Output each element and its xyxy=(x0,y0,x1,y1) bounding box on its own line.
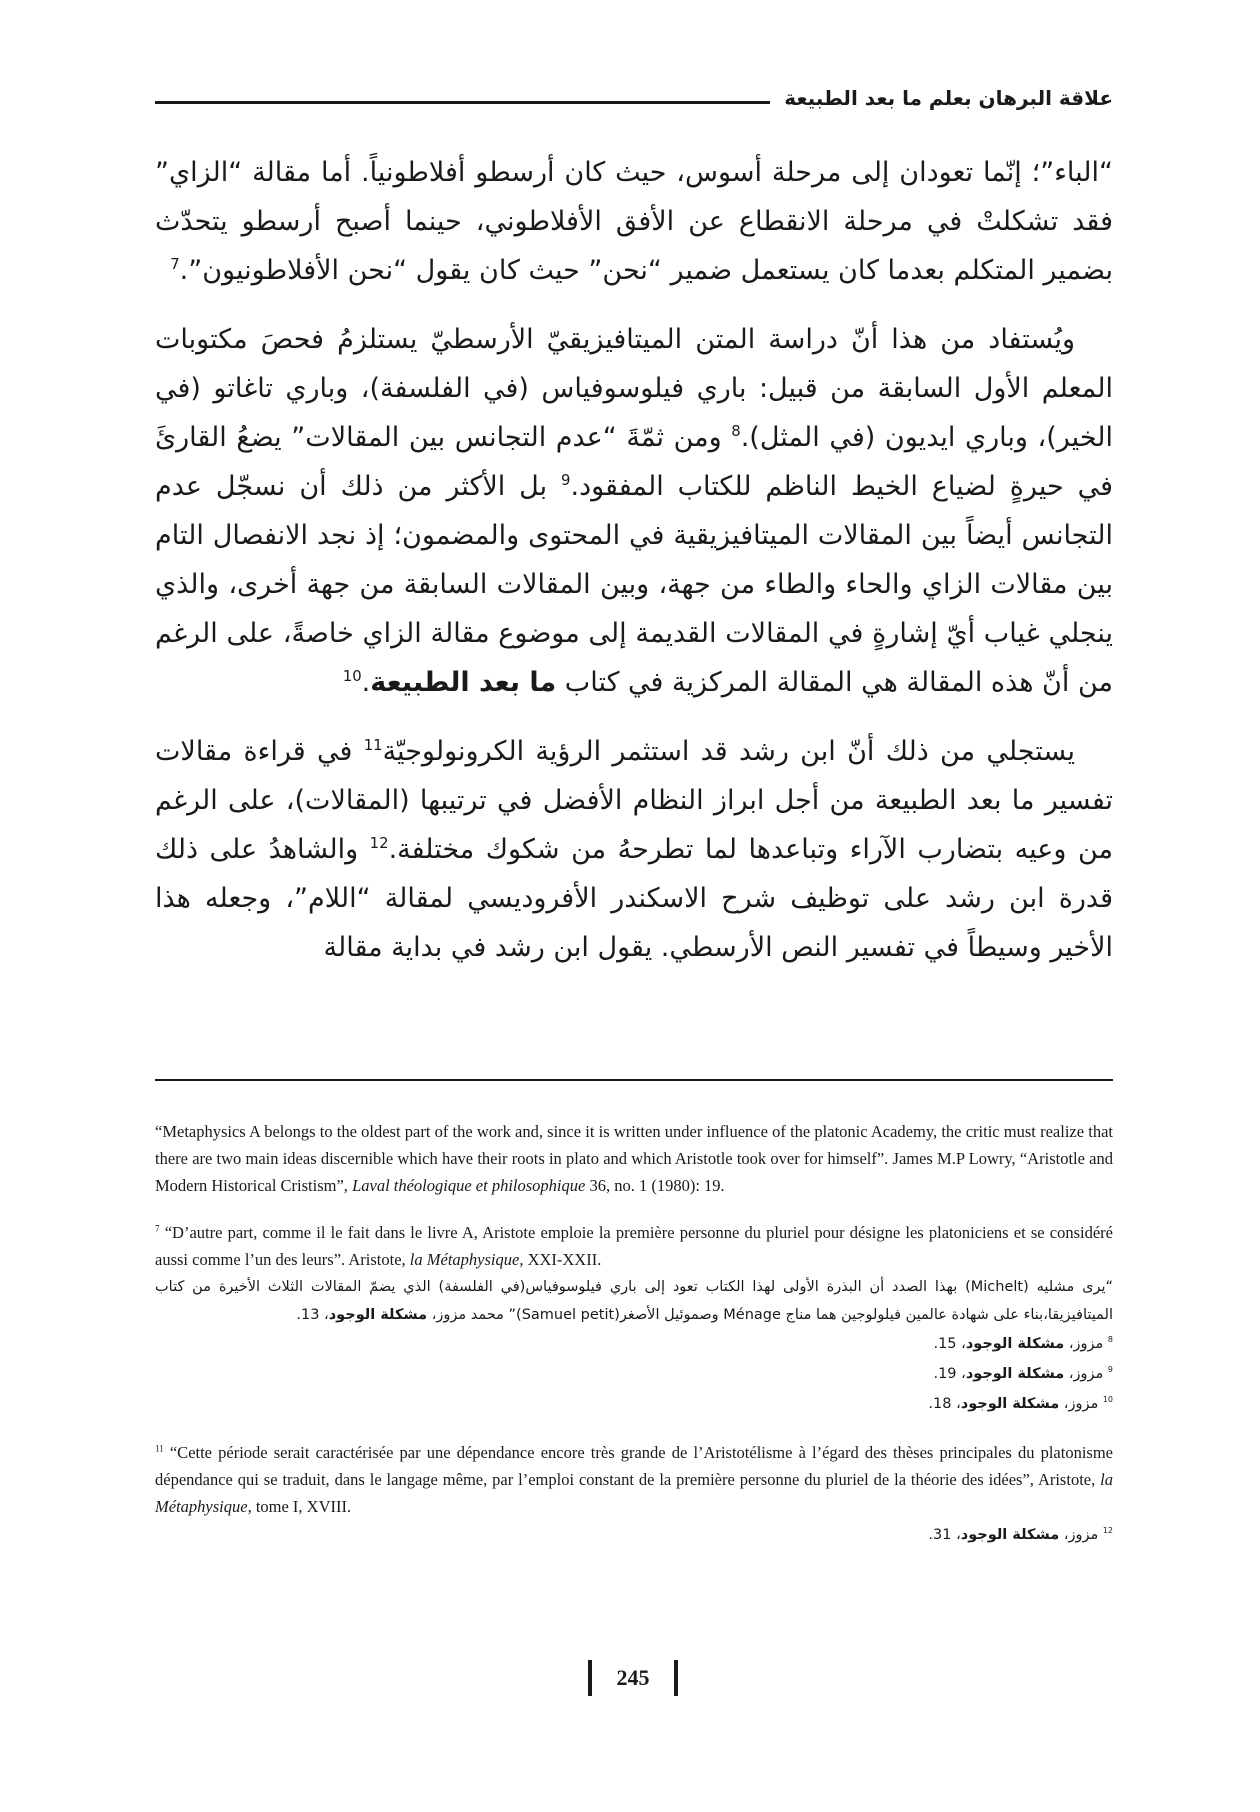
footnote-10-bold: مشكلة الوجود xyxy=(960,1396,1060,1412)
footnote-11-text-b: , tome I, XVIII. xyxy=(247,1497,352,1516)
footnote-9-text-a: مزوز، xyxy=(1064,1366,1108,1382)
footnote-7-arabic-text-b: ، 13. xyxy=(296,1307,329,1323)
paragraph-2-text-c: بل الأكثر من ذلك أن نسجّل عدم التجانس أيضاً بين المقالات الميتافيزيقية في المحتوى والمضمون؛ إذ نجد الانفصال التام بين مقالات الزاي والحاء والطاء من جهة، وبين المقالات السابقة من جهة أخرى، والذي ينجلي غياب أيّ إشارةٍ في المقالات القديمة إلى موضوع مقالة الزاي خاصةً، على الرغم من أنّ هذه المقالة هي المقالة المركزية في كتاب xyxy=(155,471,1113,698)
footnote-6-text-a: “Metaphysics A belongs to the oldest part of the work and, since it is written under influence of the platonic Academy, the critic must realize that there are two main ideas discernible which have their roots in plato and which Aristotle took over for himself”. James M.P Lowry, “Aristotle and Modern Historical Cristism”, xyxy=(155,1122,1113,1195)
footnote-7-italic: la Métaphysique xyxy=(409,1250,520,1269)
page-number: 245 xyxy=(616,1665,650,1690)
paragraph-3 xyxy=(155,727,1113,972)
paragraph-1 xyxy=(155,148,1113,295)
footnotes xyxy=(155,1118,1113,1550)
paragraph-3-text-c: والشاهدُ على ذلك قدرة ابن رشد على توظيف شرح الاسكندر الأفروديسي لمقالة “اللام”، وجعله هذا الأخير وسيطاً في تفسير النص الأرسطي. يقول ابن رشد في بداية مقالة xyxy=(155,834,1113,963)
body-text xyxy=(155,148,1113,992)
footnote-8-text-a: مزوز، xyxy=(1064,1336,1108,1352)
paragraph-2-text-d: . xyxy=(361,667,371,698)
footnote-9-text-b: ، 19. xyxy=(933,1366,966,1382)
paragraph-1-text: “الباء”؛ إنّما تعودان إلى مرحلة أسوس، حيث كان أرسطو أفلاطونياً. أما مقالة “الزاي” فقد تشكلتْ في مرحلة الانقطاع عن الأفق الأفلاطوني، حينما أصبح أرسطو يتحدّث بضمير المتكلم بعدما كان يستعمل ضمير “نحن” حيث كان يقول “نحن الأفلاطونيون”. xyxy=(155,157,1113,286)
footnote-ref-10[interactable]: 10 xyxy=(342,667,362,685)
footnote-6-continued xyxy=(155,1118,1113,1199)
paragraph-2-text-b: ومن ثمّةَ “عدم التجانس بين المقالات” يضعُ القارئَ في حيرةٍ لضياع الخيط الناظم للكتاب المفقود. xyxy=(155,422,1113,502)
paragraph-3-text-b: في قراءة مقالات تفسير ما بعد الطبيعة من أجل ابراز النظام الأفضل في ترتيبها (المقالات)، على الرغم من وعيه بتضارب الآراء وتباعدها لما تطرحهُ من شكوك مختلفة. xyxy=(155,736,1113,865)
footnote-12-text-b: ، 31. xyxy=(928,1527,961,1543)
footnote-8-number: 8 xyxy=(1107,1335,1113,1345)
paragraph-2-text-a: ويُستفاد من هذا أنّ دراسة المتن الميتافيزيقيّ الأرسطيّ يستلزمُ فحصَ مكتوبات المعلم الأول السابقة من قبيل: باري فيلوسوفياس (في الفلسفة)، وباري تاغاتو (في الخير)، وباري ايديون (في المثل). xyxy=(155,324,1113,453)
footnote-10-text-a: مزوز، xyxy=(1059,1396,1103,1412)
footnote-9-number: 9 xyxy=(1107,1365,1113,1375)
footnote-11 xyxy=(155,1439,1113,1520)
footnote-ref-11[interactable]: 11 xyxy=(363,736,383,754)
footnote-ref-12[interactable]: 12 xyxy=(369,834,389,852)
footnote-7-text-b: , XXI-XXII. xyxy=(519,1250,602,1269)
header-rule xyxy=(155,101,770,104)
footnote-ref-8[interactable]: 8 xyxy=(731,422,741,440)
footnote-ref-7[interactable]: 7 xyxy=(170,255,180,273)
footnote-12-number: 12 xyxy=(1102,1526,1113,1536)
footnote-12-bold: مشكلة الوجود xyxy=(960,1527,1060,1543)
footnote-6-italic: Laval théologique et philosophique xyxy=(352,1176,586,1195)
paragraph-2 xyxy=(155,315,1113,707)
footnote-9 xyxy=(155,1359,1113,1389)
paragraph-3-text-a: يستجلي من ذلك أنّ ابن رشد قد استثمر الرؤية الكرونولوجيّة xyxy=(382,736,1075,767)
footnote-8-bold: مشكلة الوجود xyxy=(965,1336,1065,1352)
running-header xyxy=(155,88,1113,108)
footnote-6-text-b: 36, no. 1 (1980): 19. xyxy=(585,1176,725,1195)
footnote-10-number: 10 xyxy=(1102,1395,1113,1405)
footnote-8 xyxy=(155,1329,1113,1359)
footnote-11-number: 11 xyxy=(155,1443,164,1454)
book-title-bold: ما بعد الطبيعة xyxy=(370,667,557,698)
page-number-box xyxy=(588,1660,678,1696)
footnote-7-arabic xyxy=(155,1273,1113,1329)
footnote-ref-9[interactable]: 9 xyxy=(561,471,571,489)
footnote-11-italic: la Métaphysique xyxy=(155,1470,1113,1516)
footnote-7 xyxy=(155,1219,1113,1273)
footnote-8-text-b: ، 15. xyxy=(933,1336,966,1352)
footnote-10-text-b: ، 18. xyxy=(928,1396,961,1412)
running-title: علاقة البرهان بعلم ما بعد الطبيعة xyxy=(784,86,1113,110)
footnote-7-arabic-text-a: “يرى مشليه (Michelt) بهذا الصدد أن البذرة الأولى لهذا الكتاب تعود إلى باري فيلوسوفياس(في الفلسفة) الذي يضمّ المقالات الثلاث الأخيرة من كتاب الميتافيزيقا،بناء على شهادة عالمين فيلولوجين هما مناج Ménage وصموئيل الأصغر(Samuel petit)” محمد مزوز، xyxy=(155,1279,1113,1323)
footnote-12-text-a: مزوز، xyxy=(1059,1527,1103,1543)
footnote-gap xyxy=(155,1419,1113,1439)
footnote-7-arabic-bold: مشكلة الوجود xyxy=(328,1307,428,1323)
footnote-9-bold: مشكلة الوجود xyxy=(965,1366,1065,1382)
footnote-gap xyxy=(155,1199,1113,1219)
footnote-12 xyxy=(155,1520,1113,1550)
footnote-11-text-a: “Cette période serait caractérisée par une dépendance encore très grande de l’Aristotélisme à l’égard des thèses principales du platonisme dépendance qui se traduit, dans le langage même, par l’emploi constant de la première personne du pluriel de la théorie des idées”, Aristote, xyxy=(155,1443,1113,1489)
footnote-10 xyxy=(155,1389,1113,1419)
footnote-7-number: 7 xyxy=(155,1223,160,1234)
footnote-7-text-a: “D’autre part, comme il le fait dans le livre A, Aristote emploie la première personne du pluriel pour désigne les platoniciens et se considéré aussi comme l’un des leurs”. Aristote, xyxy=(155,1223,1113,1269)
footnote-rule xyxy=(155,1079,1113,1081)
